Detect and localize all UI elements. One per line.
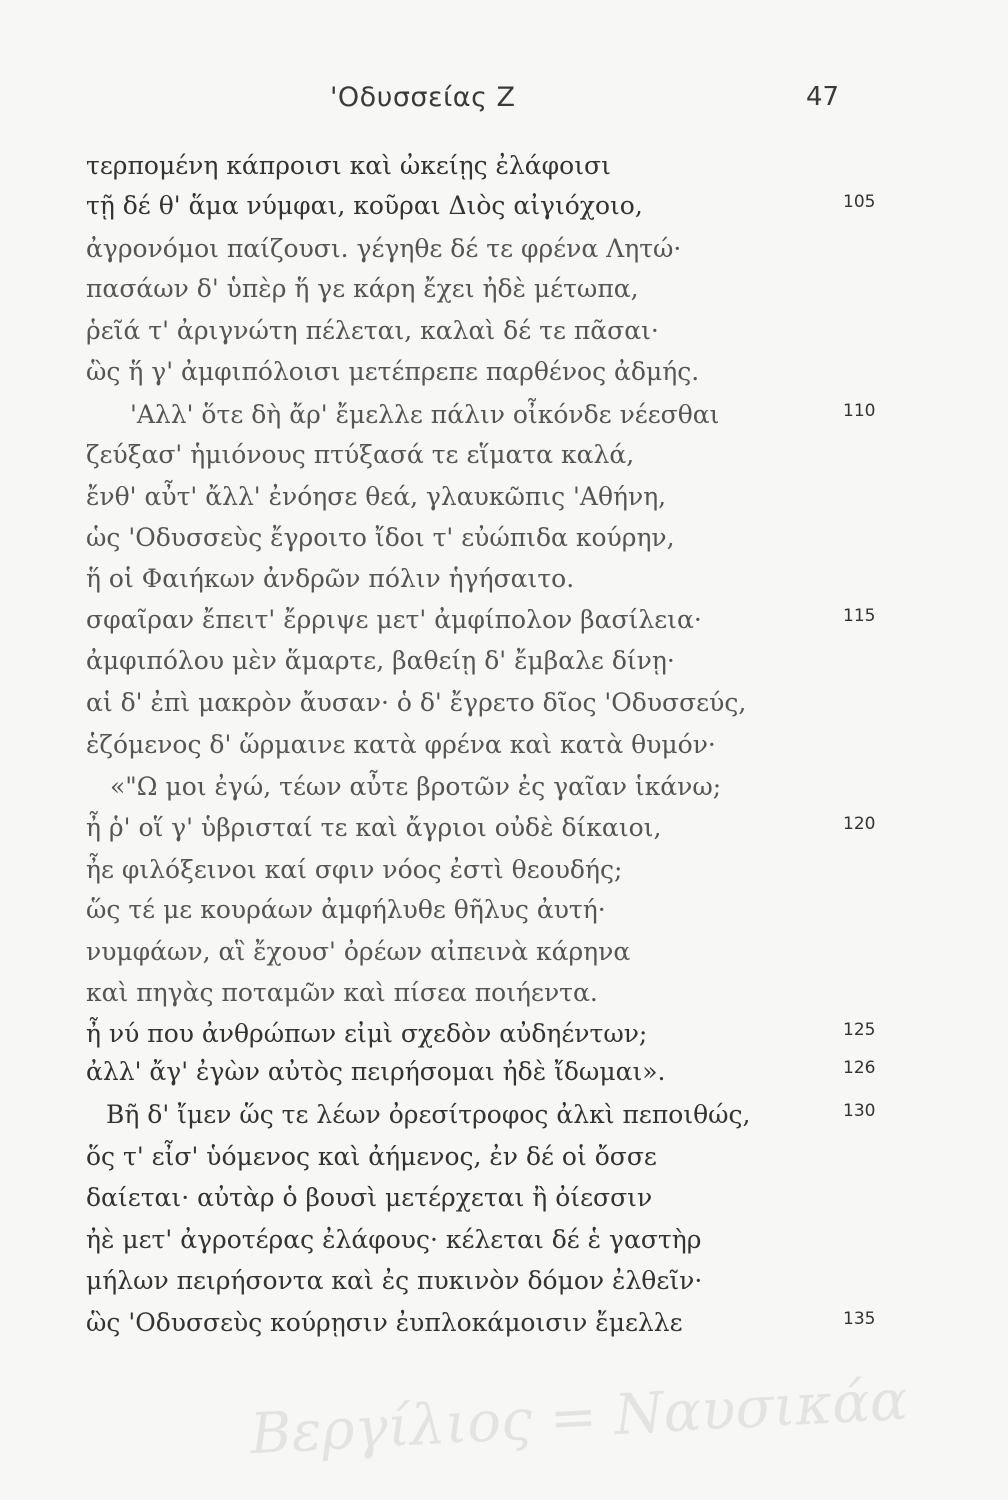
verse-line (0, 892, 1008, 932)
verse-text: δαίεται· αὐτὰρ ὁ βουσὶ μετέρχεται ἢ ὀίεσσιν (86, 1183, 653, 1212)
verse-line (0, 852, 1008, 892)
verse-line (0, 313, 1008, 353)
line-number: 110 (843, 401, 876, 421)
verse-line (0, 1054, 1008, 1094)
line-number: 115 (843, 606, 876, 626)
verse-line (0, 1180, 1008, 1220)
verse-line (0, 1016, 1008, 1056)
verse-text: πασάων δ' ὑπὲρ ἥ γε κάρη ἔχει ἠδὲ μέτωπα, (86, 274, 639, 303)
verse-text: ἦ νύ που ἀνθρώπων εἰμὶ σχεδὸν αὐδηέντων; (86, 1019, 648, 1048)
verse-text: ὣς ἥ γ' ἀμφιπόλοισι μετέπρεπε παρθένος ἀδμής. (86, 357, 700, 386)
verse-text: ζεύξασ' ἡμιόνους πτύξασά τε εἵματα καλά, (86, 440, 635, 469)
verse-text: ὅς τ' εἶσ' ὑόμενος καὶ ἀήμενος, ἐν δέ οἱ ὄσσε (86, 1142, 657, 1171)
verse-text: ὡς 'Οδυσσεὺς ἔγροιτο ἴδοι τ' εὐώπιδα κούρην, (86, 523, 675, 552)
line-number: 105 (843, 192, 876, 212)
verse-line (0, 685, 1008, 725)
verse-line (0, 975, 1008, 1015)
verse-text: ἀλλ' ἄγ' ἐγὼν αὐτὸς πειρήσομαι ἠδὲ ἴδωμαι». (86, 1057, 666, 1086)
verse-line (0, 479, 1008, 519)
verse-line (0, 643, 1008, 683)
verse-text: αἱ δ' ἐπὶ μακρὸν ἄυσαν· ὁ δ' ἔγρετο δῖος 'Οδυσσεύς, (86, 688, 747, 717)
verse-line (0, 810, 1008, 850)
line-number: 130 (843, 1101, 876, 1121)
verse-text: νυμφάων, αἳ ἔχουσ' ὀρέων αἰπεινὰ κάρηνα (86, 937, 631, 966)
verse-text: ῥεῖά τ' ἀριγνώτη πέλεται, καλαὶ δέ τε πᾶσαι· (86, 316, 659, 345)
verse-line (0, 1263, 1008, 1303)
verse-text: ἀμφιπόλου μὲν ἅμαρτε, βαθείῃ δ' ἔμβαλε δίνῃ· (86, 646, 675, 675)
verse-text: ἠὲ μετ' ἀγροτέρας ἐλάφους· κέλεται δέ ἑ γαστὴρ (86, 1225, 702, 1254)
page-number: 47 (806, 82, 840, 112)
running-title: 'Οδυσσείας Ζ (330, 82, 516, 113)
verse-line (0, 231, 1008, 271)
verse-line (0, 148, 1008, 188)
verse-text: ἥ οἱ Φαιήκων ἀνδρῶν πόλιν ἡγήσαιτο. (86, 564, 575, 593)
verse-text: ὥς τέ με κουράων ἀμφήλυθε θῆλυς ἀυτή· (86, 895, 606, 924)
verse-text: ἦ ῥ' οἵ γ' ὑβρισταί τε καὶ ἄγριοι οὐδὲ δίκαιοι, (86, 813, 662, 842)
verse-line (0, 934, 1008, 974)
verse-line (0, 1139, 1008, 1179)
verse-line (0, 397, 1008, 437)
verse-text: καὶ πηγὰς ποταμῶν καὶ πίσεα ποιήεντα. (86, 978, 598, 1007)
verse-line (0, 271, 1008, 311)
verse-line (0, 1097, 1008, 1137)
verse-line (0, 520, 1008, 560)
verse-text: Βῆ δ' ἴμεν ὥς τε λέων ὀρεσίτροφος ἀλκὶ πεποιθώς, (106, 1100, 751, 1129)
line-number: 120 (843, 814, 876, 834)
verse-line (0, 602, 1008, 642)
line-number: 125 (843, 1020, 876, 1040)
verse-text: ἦε φιλόξεινοι καί σφιν νόος ἐστὶ θεουδής; (86, 855, 623, 884)
line-number: 135 (843, 1309, 876, 1329)
verse-text: τῇ δέ θ' ἅμα νύμφαι, κοῦραι Διὸς αἰγιόχοιο, (86, 191, 643, 220)
verse-text: μήλων πειρήσοντα καὶ ἐς πυκινὸν δόμον ἐλθεῖν· (86, 1266, 703, 1295)
verse-text: τερπομένη κάπροισι καὶ ὠκείῃς ἐλάφοισι (86, 151, 611, 180)
verse-text: ἑζόμενος δ' ὥρμαινε κατὰ φρένα καὶ κατὰ θυμόν· (86, 730, 716, 759)
verse-text: ἀγρονόμοι παίζουσι. γέγηθε δέ τε φρένα Λητώ· (86, 234, 682, 263)
verse-line (0, 1222, 1008, 1262)
verse-line (0, 188, 1008, 228)
verse-line (0, 769, 1008, 809)
verse-text: σφαῖραν ἔπειτ' ἔρριψε μετ' ἀμφίπολον βασίλεια· (86, 605, 702, 634)
verse-line (0, 561, 1008, 601)
verse-line (0, 1305, 1008, 1345)
line-number: 126 (843, 1058, 876, 1078)
verse-text: «"Ω μοι ἐγώ, τέων αὖτε βροτῶν ἐς γαῖαν ἱκάνω; (110, 772, 722, 801)
verse-text: ἔνθ' αὖτ' ἄλλ' ἐνόησε θεά, γλαυκῶπις 'Αθήνη, (86, 482, 667, 511)
verse-text: ὣς 'Οδυσσεὺς κούρῃσιν ἐυπλοκάμοισιν ἔμελλε (86, 1308, 683, 1337)
verse-line (0, 437, 1008, 477)
verse-text: 'Αλλ' ὅτε δὴ ἄρ' ἔμελλε πάλιν οἶκόνδε νέεσθαι (130, 400, 720, 429)
pencil-annotation: Βεργίλιος = Ναυσικάα (248, 1367, 910, 1468)
verse-line (0, 354, 1008, 394)
verse-line (0, 727, 1008, 767)
